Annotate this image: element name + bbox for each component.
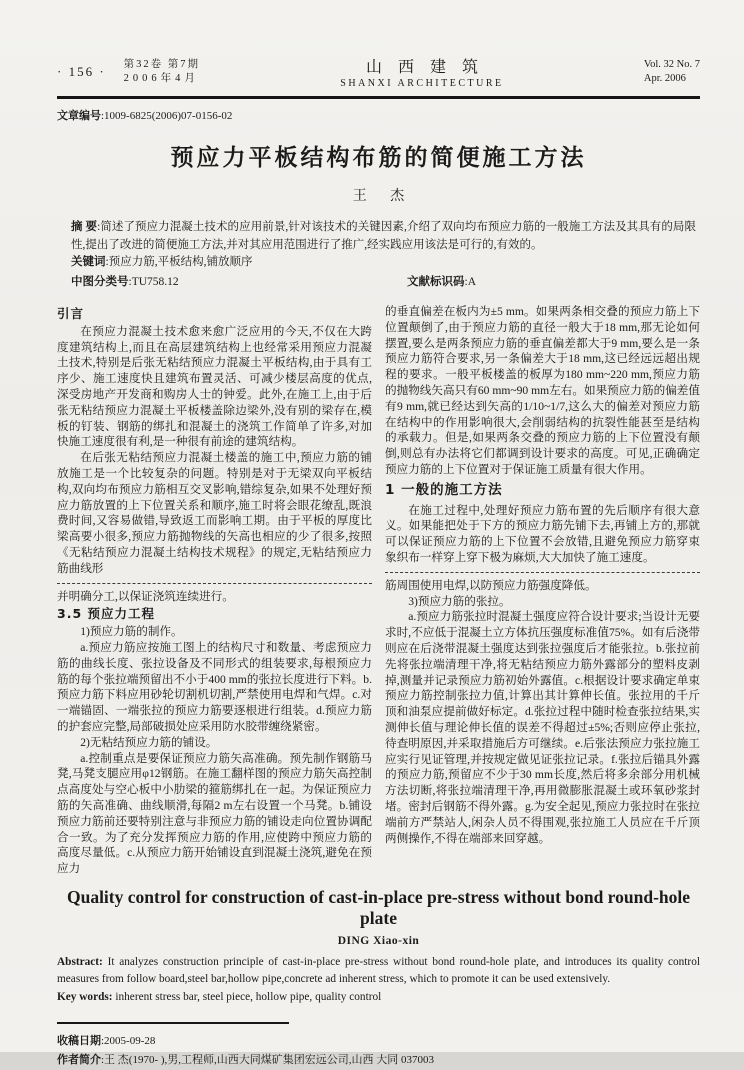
section-1-heading: 1 一般的施工方法 xyxy=(385,481,503,498)
article-id-label: 文章编号 xyxy=(57,110,101,122)
clc-label: 中图分类号 xyxy=(71,275,129,288)
header-left xyxy=(57,58,200,86)
doc-code-label: 文献标识码 xyxy=(407,275,465,288)
english-abstract-text: It analyzes construction principle of cast-in-place pre-stress without bond round-hole plate, and introduces its quality control measures from follow board,steel bar,hollow pipe,concrete ad inherent stress, which to promote it can be used extensively. xyxy=(57,955,700,985)
footnote-rule xyxy=(57,1022,289,1025)
footnote xyxy=(57,1022,700,1070)
received-date-label: 收稿日期 xyxy=(57,1035,101,1048)
article-separator-dashed xyxy=(385,572,700,573)
journal-title-cn: 山西建筑 xyxy=(365,59,494,76)
footnote-lines xyxy=(57,1032,700,1070)
abstract-label: 摘 要 xyxy=(71,221,98,233)
intro-paragraph-2: 在后张无粘结预应力混凝土楼盖的施工中,预应力筋的铺放施工是一个比较复杂的问题。特别是对于无梁双向平板结构,双向均布预应力筋相互交叉影响,错综复杂,如果不处理好预应力筋放置的上下位置关系和顺序,施工时将会眼花缭乱,既浪费时间,又容易做错,导致返工而影响工期。由于平板的厚度比梁高要小很多,预应力筋抛物线的矢高也相应的少了很多,按照《无粘结预应力混凝土结构技术规程》的规定,无粘结预应力筋曲线形 xyxy=(57,451,372,575)
author-bio-value: :王 杰(1970- ),男,工程师,山西大同煤矿集团宏远公司,山西 大同 037003 xyxy=(101,1054,435,1067)
english-abstract xyxy=(57,954,700,988)
article-id-value: :1009-6825(2006)07-0156-02 xyxy=(101,110,233,122)
cont-paragraph-4: a.控制重点是要保证预应力筋矢高准确。预先制作钢筋马凳,马凳支腿应用φ12钢筋。在施工翻样图的预应力筋矢高控制点高度处与空心板中小肋梁的箍筋绑扎在一起。为保证预应力筋的矢高准确、曲线顺滑,每隔2 m左右设置一个马凳。b.铺设预应力筋前还要特别注意与非预应力筋的铺设走向位置协调配合一致。为了充分发挥预应力筋的作用,应使跨中预应力筋的高度尽量低。c.从预应力筋开始铺设直到混凝土浇筑,避免在预应力 xyxy=(57,751,372,876)
body-columns xyxy=(57,304,700,877)
left-column xyxy=(57,304,372,877)
clc-value: :TU758.12 xyxy=(128,275,179,288)
english-keywords xyxy=(57,989,700,1006)
received-date-value: :2005-09-28 xyxy=(101,1035,156,1048)
article-title: 预应力平板结构布筋的简便施工方法 xyxy=(170,145,587,171)
volume-cn-line2: 2006年4月 xyxy=(123,72,199,84)
header-rule xyxy=(57,96,700,99)
volume-cn-line1: 第32卷 第7期 xyxy=(123,58,201,70)
classification-line xyxy=(71,274,696,292)
section-1-paragraph: 在施工过程中,处理好预应力筋布置的先后顺序有很大意义。如果能把处于下方的预应力筋先铺下去,再铺上方的,那就可以保证预应力筋的上下位置不会放错,且避免预应力筋穿束象织布一样穿上穿下极为麻烦,大大加快了施工速度。 xyxy=(385,503,700,564)
english-abstract-label: Abstract: xyxy=(57,955,103,968)
author-bio-label: 作者简介 xyxy=(57,1054,101,1067)
abstract-text: :简述了预应力混凝土技术的应用前景,针对该技术的关键因素,介绍了双向均布预应力筋的一般施工方法及其具有的局限性,提出了改进的简便施工方法,并对其应用范围进行了推广,经实践应用该法是可行的,有效的。 xyxy=(71,221,696,251)
received-date-line xyxy=(57,1032,700,1051)
cont-paragraph-3: a.预应力筋应按施工图上的结构尺寸和数量、考虑预应力筋的曲线长度、张拉设备及不同形式的组装要求,每根预应力筋的每个张拉端预留出不小于400 mm的张拉长度进行下料。b.预应力筋下料应用砂轮切割机切割,严禁使用电焊和气焊。c.对一端锚固、一端张拉的预应力筋要逐根进行组装。d.预应力筋的护套应完整,局部破损处应采用防水胶带缠绕紧密。 xyxy=(57,640,372,733)
cont-paragraph-right: a.预应力筋张拉时混凝土强度应符合设计要求;当设计无要求时,不应低于混凝土立方体抗压强度标准值75%。如有后浇带则应在后浇带混凝土强度达到张拉强度后才能张拉。b.张拉前先将张拉端清理干净,将无粘结预应力筋外露部分的塑料皮剥掉,测量并记录预应力筋初始外露值。c.根据设计要求确定单束预应力筋控制张拉力值,计算出其计算伸长值。张拉用的千斤顶和油泵应提前做好标定。d.张拉过程中随时检查张拉结果,实测伸长值与理论伸长值的误差不得超过±5%;否则应停止张拉,待查明原因,并采取措施后方可继续。e.后张法预应力张拉施工应实行见证管理,并按规定做见证张拉记录。f.张拉后锚具外露的预应力筋,预留应不少于30 mm长度,然后将多余部分用机械方法切断,将张拉端清理干净,再用微膨胀混凝土或环氧砂浆封堵。密封后钢筋不得外露。g.为安全起见,预应力张拉时在张拉端前方严禁站人,闲杂人员不得围观,张拉施工人员应在千斤顶两侧操作,不得在端部来回穿越。 xyxy=(385,610,700,845)
keywords-label: 关键词 xyxy=(71,256,106,268)
keywords-line xyxy=(71,254,696,272)
english-section xyxy=(57,887,700,1006)
english-abstract-block xyxy=(57,954,700,1006)
doc-code-value: :A xyxy=(464,275,476,288)
clc-group xyxy=(71,274,407,292)
volume-issue-en xyxy=(644,58,700,86)
cont-subitem-1: 1)预应力筋的制作。 xyxy=(80,625,183,639)
volume-issue-cn xyxy=(124,58,200,86)
page-number: · 156 · xyxy=(57,63,106,79)
doc-code-group xyxy=(407,274,476,292)
body-paragraph-cont: 的垂直偏差在板内为±5 mm。如果两条相交叠的预应力筋上下位置颠倒了,由于预应力筋的直径一般大于18 mm,那无论如何摆置,要么是两条预应力筋的垂直偏差都大于9 mm,要么是一条预应力筋符合要求,另一条偏差大于18 mm,这已经远远超出规程的要求。一般平板楼盖的板厚为180 mm~220 mm,预应力筋的抛物线矢高只有60 mm~90 mm左右。如果预应力筋的偏差值有9 mm,就已经达到矢高的1/10~1/7,这么大的偏差对预应力筋在结构中的作用影响很大,会削弱结构的抗裂性能甚至是结构的承载力。但是,如果两条交叠的预应力筋的上下位置没有颠倒,则总有办法将它们都调到设计要求的高度。可见,正确确定预应力筋的上下位置对于保证施工质量有很大作用。 xyxy=(385,305,700,476)
volume-en-line2: Apr. 2006 xyxy=(643,72,686,84)
author-bio-line xyxy=(57,1051,700,1070)
cont-article-line: 并明确分工,以保证浇筑连续进行。 xyxy=(57,589,234,603)
abstract-paragraph xyxy=(71,219,696,254)
keywords-text: :预应力筋,平板结构,铺放顺序 xyxy=(105,256,253,268)
article-separator-dashed xyxy=(57,583,372,584)
journal-header xyxy=(57,54,700,89)
article-author: 王 杰 xyxy=(352,189,415,204)
english-keywords-text: inherent stress bar, steel piece, hollow pipe, quality control xyxy=(112,990,382,1003)
english-author: DING Xiao-xin xyxy=(337,934,420,947)
cont-subitem-3: 3)预应力筋的张拉。 xyxy=(408,594,511,608)
cont-subitem-2: 2)无粘结预应力筋的铺设。 xyxy=(80,735,218,749)
english-title: Quality control for construction of cast-in-place pre-stress without bond round-hole plate xyxy=(66,886,691,928)
journal-masthead xyxy=(200,54,644,89)
journal-title-en: SHANXI ARCHITECTURE xyxy=(340,78,504,89)
abstract-block xyxy=(71,219,696,291)
intro-paragraph-1: 在预应力混凝土技术愈来愈广泛应用的今天,不仅在大跨度建筑结构上,而且在高层建筑结构上也经常采用预应力混凝土技术,特别是后张无粘结预应力混凝土平板结构,由于具有工序少、施工速度快且建筑布置灵活、可减少楼层高度的优点,深受房地产开发商和购房人士的钟爱。此外,在施工上,由于后张无粘结预应力混凝土平板楼盖除边梁外,没有别的梁存在,模板的钉装、钢筋的绑扎和混凝土的浇筑工作简单了许多,对加快施工速度很有利,是一种很有前途的建筑结构。 xyxy=(57,324,372,449)
right-column xyxy=(385,304,700,877)
cont-section-heading: 3.5 预应力工程 xyxy=(57,606,155,622)
cont-article-line-right: 筋周围使用电焊,以防预应力筋强度降低。 xyxy=(385,578,597,592)
article-id-line xyxy=(57,107,700,123)
volume-en-line1: Vol. 32 No. 7 xyxy=(643,58,700,70)
english-keywords-label: Key words: xyxy=(57,990,113,1003)
intro-heading: 引言 xyxy=(57,306,85,321)
